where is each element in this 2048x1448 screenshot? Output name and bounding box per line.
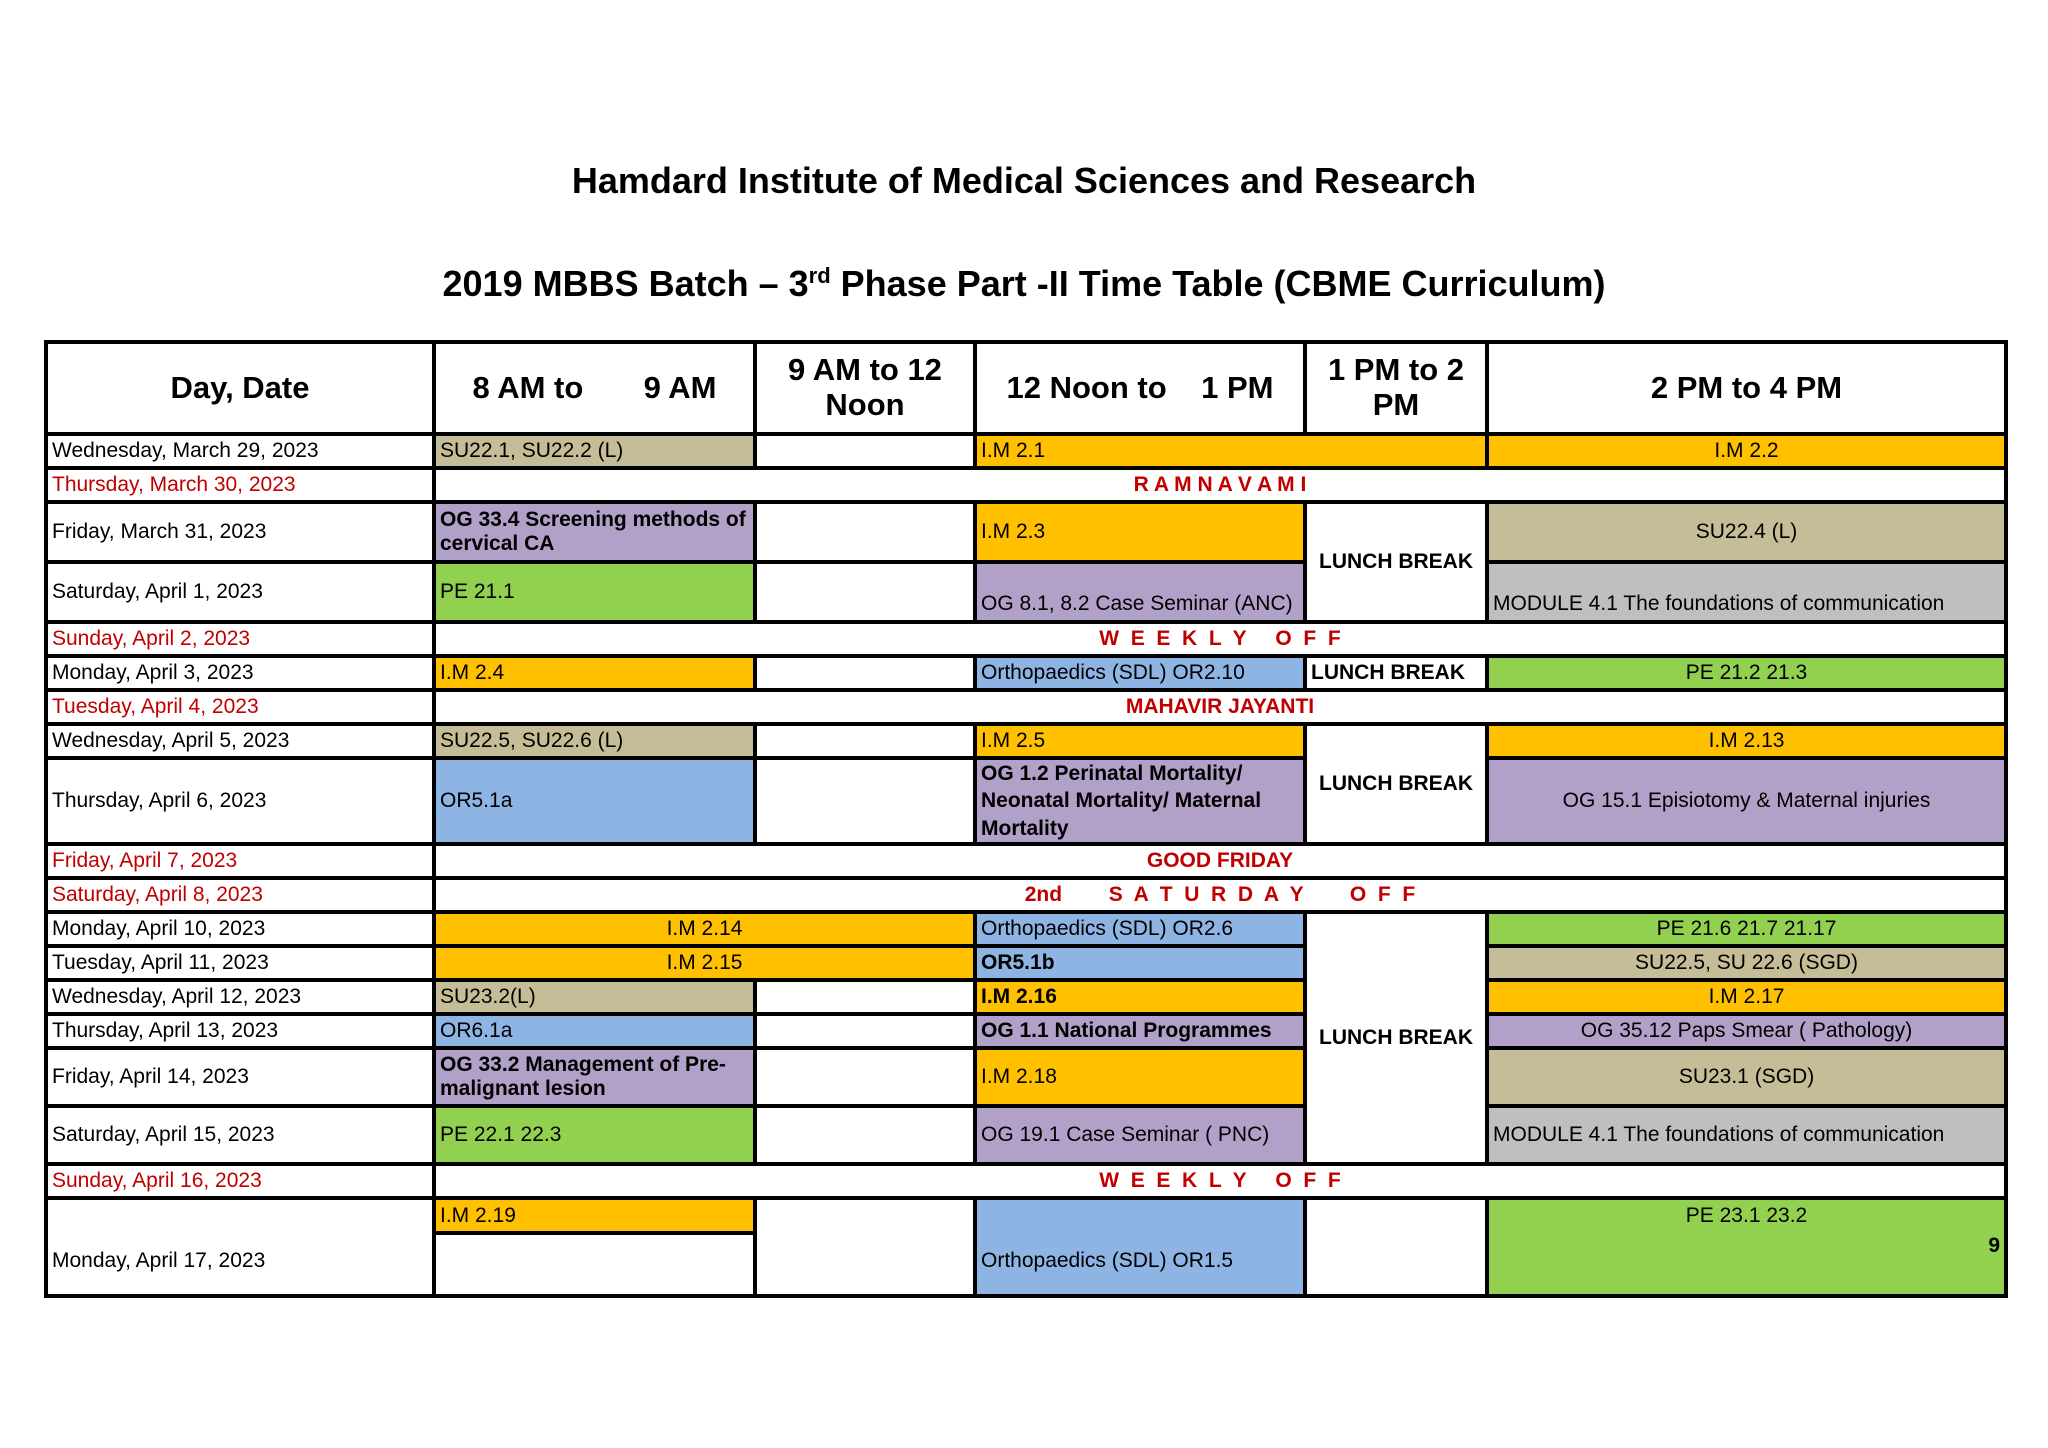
row-day: Thursday, March 30, 2023 xyxy=(46,468,434,502)
row-day: Tuesday, April 11, 2023 xyxy=(46,946,434,980)
holiday-banner: R A M N A V A M I xyxy=(434,468,2006,502)
table-row xyxy=(46,878,2006,912)
cell-slot5: MODULE 4.1 The foundations of communication xyxy=(1487,1106,2006,1164)
holiday-banner: GOOD FRIDAY xyxy=(434,844,2006,878)
table-row xyxy=(46,946,2006,980)
cell-slot3: OR5.1b xyxy=(975,946,1305,980)
cell-slot1: SU23.2(L) xyxy=(434,980,755,1014)
table-row xyxy=(46,1164,2006,1198)
cell-slot5: SU22.4 (L) xyxy=(1487,502,2006,562)
cell-slot1: PE 21.1 xyxy=(434,562,755,622)
cell-slot1-text: I.M 2.19 xyxy=(436,1200,753,1235)
page-number: 9 xyxy=(1988,1234,2000,1258)
table-row xyxy=(46,912,2006,946)
row-day: Monday, April 3, 2023 xyxy=(46,656,434,690)
row-day: Thursday, April 6, 2023 xyxy=(46,758,434,844)
row-day: Friday, April 7, 2023 xyxy=(46,844,434,878)
subtitle-post: Phase Part -II Time Table (CBME Curriculum) xyxy=(830,263,1606,304)
lunch-break: LUNCH BREAK xyxy=(1305,724,1487,844)
cell-slot5: I.M 2.2 xyxy=(1487,434,2006,468)
timetable-subtitle xyxy=(0,263,2048,305)
cell-slot3: Orthopaedics (SDL) OR2.6 xyxy=(975,912,1305,946)
header-slot5: 2 PM to 4 PM xyxy=(1487,342,2006,434)
cell-slot5: MODULE 4.1 The foundations of communication xyxy=(1487,562,2006,622)
row-day: Thursday, April 13, 2023 xyxy=(46,1014,434,1048)
cell-slot3: OG 8.1, 8.2 Case Seminar (ANC) xyxy=(975,562,1305,622)
cell-slot1: SU22.1, SU22.2 (L) xyxy=(434,434,755,468)
header-slot2: 9 AM to 12 Noon xyxy=(755,342,975,434)
header-slot1-to: 9 AM xyxy=(643,369,717,405)
lunch-break: LUNCH BREAK xyxy=(1305,912,1487,1164)
row-day: Friday, March 31, 2023 xyxy=(46,502,434,562)
cell-slot1: SU22.5, SU22.6 (L) xyxy=(434,724,755,758)
cell-slot5: SU23.1 (SGD) xyxy=(1487,1048,2006,1106)
cell-slot1-2: I.M 2.15 xyxy=(434,946,975,980)
table-row xyxy=(46,1014,2006,1048)
cell-slot2 xyxy=(755,1048,975,1106)
row-day: Monday, April 17, 2023 xyxy=(46,1198,434,1296)
cell-slot2 xyxy=(755,1106,975,1164)
cell-slot1: I.M 2.4 xyxy=(434,656,755,690)
table-row xyxy=(46,622,2006,656)
cell-slot1: PE 22.1 22.3 xyxy=(434,1106,755,1164)
cell-slot5: I.M 2.13 xyxy=(1487,724,2006,758)
cell-slot5: PE 21.2 21.3 xyxy=(1487,656,2006,690)
cell-slot3: OG 1.2 Perinatal Mortality/ Neonatal Mortality/ Maternal Mortality xyxy=(975,758,1305,844)
table-row xyxy=(46,656,2006,690)
cell-slot3: I.M 2.18 xyxy=(975,1048,1305,1106)
cell-slot3: I.M 2.16 xyxy=(975,980,1305,1014)
cell-slot5: PE 21.6 21.7 21.17 xyxy=(1487,912,2006,946)
table-row xyxy=(46,980,2006,1014)
header-day: Day, Date xyxy=(46,342,434,434)
holiday-banner: MAHAVIR JAYANTI xyxy=(434,690,2006,724)
table-row xyxy=(46,562,2006,622)
table-row xyxy=(46,502,2006,562)
header-row xyxy=(46,342,2006,434)
cell-slot5: OG 35.12 Paps Smear ( Pathology) xyxy=(1487,1014,2006,1048)
header-slot4: 1 PM to 2 PM xyxy=(1305,342,1487,434)
cell-slot2 xyxy=(755,1198,975,1296)
cell-slot2 xyxy=(755,1014,975,1048)
cell-slot5 xyxy=(1487,1198,2006,1296)
row-day: Wednesday, April 5, 2023 xyxy=(46,724,434,758)
cell-slot1: OR5.1a xyxy=(434,758,755,844)
table-row xyxy=(46,434,2006,468)
cell-slot4 xyxy=(1305,1198,1487,1296)
subtitle-pre: 2019 MBBS Batch – 3 xyxy=(442,263,809,304)
row-day: Monday, April 10, 2023 xyxy=(46,912,434,946)
row-day: Wednesday, March 29, 2023 xyxy=(46,434,434,468)
table-row xyxy=(46,1048,2006,1106)
holiday-banner: 2nd S A T U R D A Y O F F xyxy=(434,878,2006,912)
header-slot3-to: 1 PM xyxy=(1201,369,1274,405)
cell-slot5: SU22.5, SU 22.6 (SGD) xyxy=(1487,946,2006,980)
cell-slot3: I.M 2.3 xyxy=(975,502,1305,562)
cell-slot3: I.M 2.5 xyxy=(975,724,1305,758)
cell-slot2 xyxy=(755,434,975,468)
table-row xyxy=(46,1198,2006,1296)
cell-slot5: OG 15.1 Episiotomy & Maternal injuries xyxy=(1487,758,2006,844)
table-row xyxy=(46,758,2006,844)
row-day: Wednesday, April 12, 2023 xyxy=(46,980,434,1014)
cell-slot2 xyxy=(755,562,975,622)
cell-slot2 xyxy=(755,724,975,758)
row-day: Sunday, April 2, 2023 xyxy=(46,622,434,656)
cell-slot3: Orthopaedics (SDL) OR1.5 xyxy=(975,1198,1305,1296)
header-slot3 xyxy=(975,342,1305,434)
cell-slot3: OG 1.1 National Programmes xyxy=(975,1014,1305,1048)
cell-slot2 xyxy=(755,758,975,844)
lunch-break: LUNCH BREAK xyxy=(1305,502,1487,622)
cell-slot2 xyxy=(755,502,975,562)
cell-slot1: OR6.1a xyxy=(434,1014,755,1048)
lunch-break: LUNCH BREAK xyxy=(1305,656,1487,690)
table-row xyxy=(46,468,2006,502)
table-row xyxy=(46,724,2006,758)
row-day: Friday, April 14, 2023 xyxy=(46,1048,434,1106)
row-day: Tuesday, April 4, 2023 xyxy=(46,690,434,724)
row-day: Sunday, April 16, 2023 xyxy=(46,1164,434,1198)
cell-slot3: Orthopaedics (SDL) OR2.10 xyxy=(975,656,1305,690)
header-slot1-from: 8 AM to xyxy=(472,369,584,405)
cell-slot1-2: I.M 2.14 xyxy=(434,912,975,946)
institute-title: Hamdard Institute of Medical Sciences and Research xyxy=(571,160,1477,201)
subtitle-sup: rd xyxy=(808,263,831,288)
row-day: Saturday, April 8, 2023 xyxy=(46,878,434,912)
cell-slot1 xyxy=(434,1198,755,1296)
header-slot3-from: 12 Noon to xyxy=(1006,369,1167,405)
cell-slot1: OG 33.4 Screening methods of cervical CA xyxy=(434,502,755,562)
table-row xyxy=(46,844,2006,878)
cell-slot3: OG 19.1 Case Seminar ( PNC) xyxy=(975,1106,1305,1164)
cell-slot2 xyxy=(755,656,975,690)
holiday-banner: W E E K L Y O F F xyxy=(434,622,2006,656)
cell-slot5-text: PE 23.1 23.2 xyxy=(1685,1204,1808,1227)
cell-slot1: OG 33.2 Management of Pre-malignant lesion xyxy=(434,1048,755,1106)
row-day: Saturday, April 15, 2023 xyxy=(46,1106,434,1164)
cell-slot2 xyxy=(755,980,975,1014)
cell-slot5: I.M 2.17 xyxy=(1487,980,2006,1014)
table-row xyxy=(46,690,2006,724)
holiday-banner: W E E K L Y O F F xyxy=(434,1164,2006,1198)
table-row xyxy=(46,1106,2006,1164)
row-day: Saturday, April 1, 2023 xyxy=(46,562,434,622)
timetable xyxy=(44,340,2008,1298)
cell-slot3: I.M 2.1 xyxy=(975,434,1487,468)
header-slot1 xyxy=(434,342,755,434)
